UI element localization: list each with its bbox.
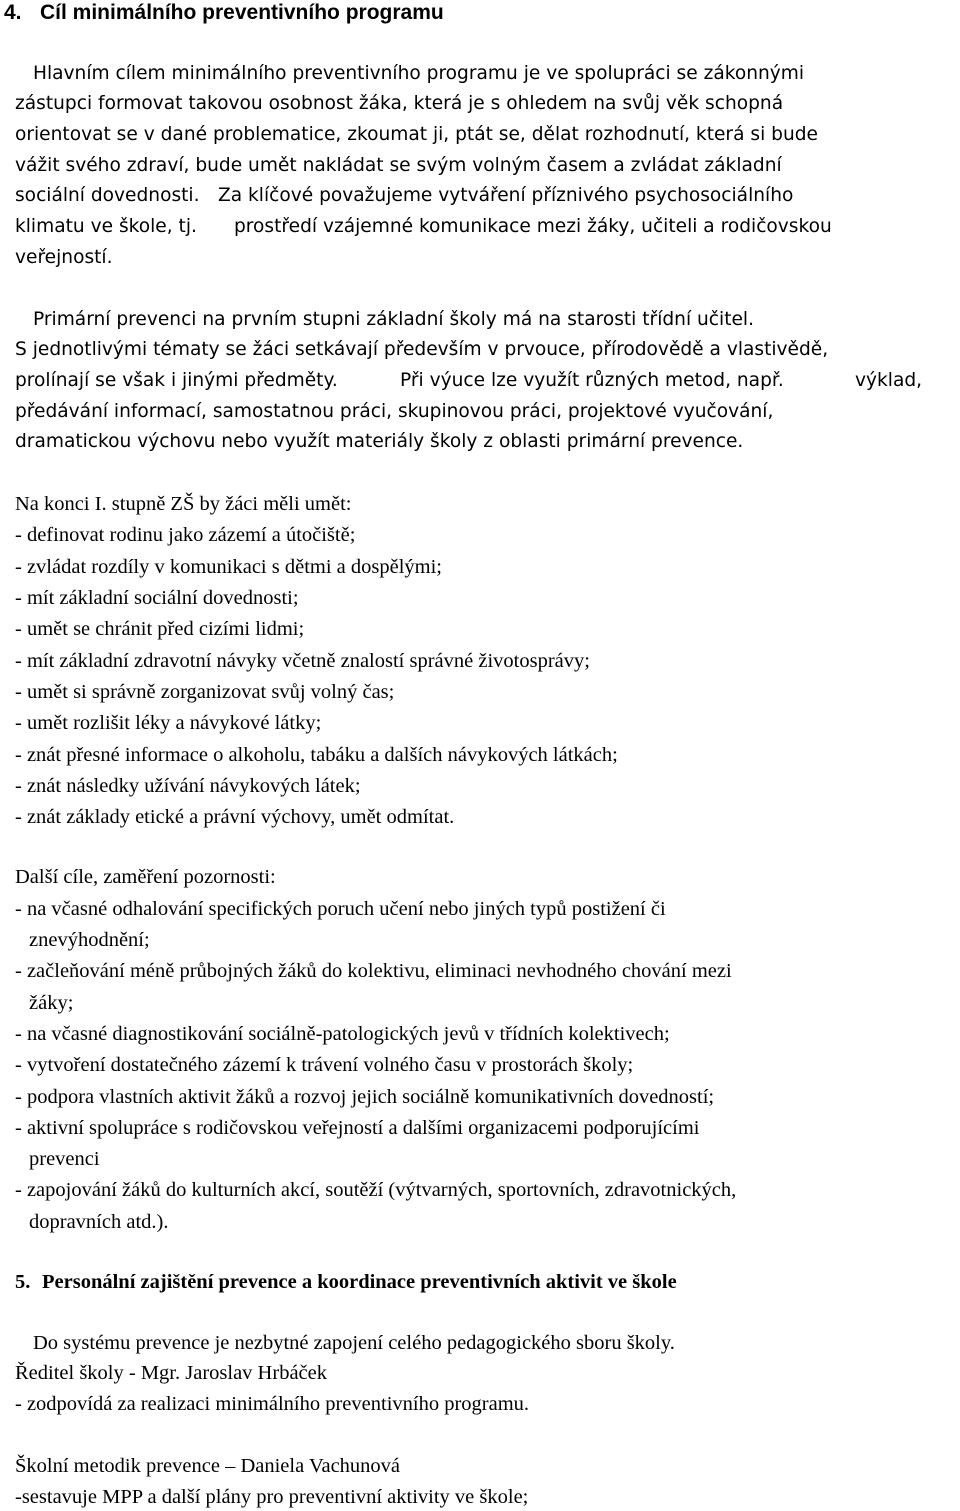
list-item: - znát přesné informace o alkoholu, tabáku a dalších návykových látkách; bbox=[15, 744, 618, 766]
list-intro: Na konci I. stupně ZŠ by žáci měli umět: bbox=[15, 493, 352, 515]
list-item: - umět si správně zorganizovat svůj volný čas; bbox=[15, 681, 395, 703]
paragraph-line: Primární prevenci na prvním stupni základní školy má na starosti třídní učitel. bbox=[33, 309, 755, 330]
list-item: - umět se chránit před cizími lidmi; bbox=[15, 618, 305, 640]
list-item: dopravních atd.). bbox=[29, 1211, 169, 1233]
list-item: - na včasné diagnostikování sociálně-patologických jevů v třídních kolektivech; bbox=[15, 1023, 670, 1045]
paragraph-line: S jednotlivými tématy se žáci setkávají především v prvouce, přírodovědě a vlastivědě, bbox=[15, 339, 829, 360]
paragraph-line: zástupci formovat takovou osobnost žáka, která je s ohledem na svůj věk schopná bbox=[15, 93, 784, 114]
list-item: - umět rozlišit léky a návykové látky; bbox=[15, 712, 322, 734]
paragraph-line: -sestavuje MPP a další plány pro preventivní aktivity ve škole; bbox=[15, 1486, 529, 1508]
list-item: - znát základy etické a právní výchovy, umět odmítat. bbox=[15, 806, 455, 828]
section-5-title: Personální zajištění prevence a koordinace preventivních aktivit ve škole bbox=[42, 1271, 677, 1293]
paragraph-line: Při výuce lze využít různých metod, např. bbox=[400, 370, 784, 391]
paragraph-line: Za klíčové považujeme vytváření příznivého psychosociálního bbox=[218, 185, 794, 206]
list-item: - začleňování méně průbojných žáků do kolektivu, eliminaci nevhodného chování mezi bbox=[15, 960, 732, 982]
paragraph-line: sociální dovednosti. bbox=[15, 185, 200, 206]
list-item: - mít základní sociální dovednosti; bbox=[15, 587, 299, 609]
list-item: - vytvoření dostatečného zázemí k trávení volného času v prostorách školy; bbox=[15, 1054, 634, 1076]
paragraph-line: Školní metodik prevence – Daniela Vachunová bbox=[15, 1455, 401, 1477]
paragraph-line: prostředí vzájemné komunikace mezi žáky, učiteli a rodičovskou bbox=[234, 216, 832, 237]
section-4-number: 4. bbox=[4, 1, 22, 24]
list-item: - znát následky užívání návykových látek; bbox=[15, 775, 361, 797]
section-5-number: 5. bbox=[15, 1271, 31, 1293]
paragraph-line: předávání informací, samostatnou práci, skupinovou práci, projektové vyučování, bbox=[15, 401, 774, 422]
paragraph-line: Hlavním cílem minimálního preventivního programu je ve spolupráci se zákonnými bbox=[33, 63, 805, 84]
paragraph-line: vážit svého zdraví, bude umět nakládat se svým volným časem a zvládat základní bbox=[15, 155, 782, 176]
section-4-title: Cíl minimálního preventivního programu bbox=[40, 1, 444, 24]
list-item: žáky; bbox=[29, 992, 74, 1014]
paragraph-line: klimatu ve škole, tj. bbox=[15, 216, 197, 237]
paragraph-line: prolínají se však i jinými předměty. bbox=[15, 370, 338, 391]
list-item: prevenci bbox=[29, 1148, 100, 1170]
list-intro: Další cíle, zaměření pozornosti: bbox=[15, 866, 276, 888]
list-item: - mít základní zdravotní návyky včetně znalostí správné životosprávy; bbox=[15, 650, 590, 672]
list-item: znevýhodnění; bbox=[29, 929, 150, 951]
paragraph-line: výklad, bbox=[855, 370, 923, 391]
list-item: - definovat rodinu jako zázemí a útočiště; bbox=[15, 524, 356, 546]
list-item: - na včasné odhalování specifických poruch učení nebo jiných typů postižení či bbox=[15, 898, 666, 920]
list-item: - podpora vlastních aktivit žáků a rozvoj jejich sociálně komunikativních dovedností; bbox=[15, 1086, 715, 1108]
paragraph-line: dramatickou výchovu nebo využít materiály školy z oblasti primární prevence. bbox=[15, 431, 744, 452]
paragraph-line: Do systému prevence je nezbytné zapojení celého pedagogického sboru školy. bbox=[33, 1332, 675, 1354]
paragraph-line: orientovat se v dané problematice, zkoumat ji, ptát se, dělat rozhodnutí, která si bude bbox=[15, 124, 818, 145]
paragraph-line: Ředitel školy - Mgr. Jaroslav Hrbáček bbox=[15, 1362, 327, 1384]
paragraph-line: - zodpovídá za realizaci minimálního preventivního programu. bbox=[15, 1393, 530, 1415]
list-item: - zapojování žáků do kulturních akcí, soutěží (výtvarných, sportovních, zdravotnických, bbox=[15, 1179, 737, 1201]
list-item: - aktivní spolupráce s rodičovskou veřejností a dalšími organizacemi podporujícími bbox=[15, 1117, 700, 1139]
paragraph-line: veřejností. bbox=[15, 247, 113, 268]
list-item: - zvládat rozdíly v komunikaci s dětmi a dospělými; bbox=[15, 556, 442, 578]
